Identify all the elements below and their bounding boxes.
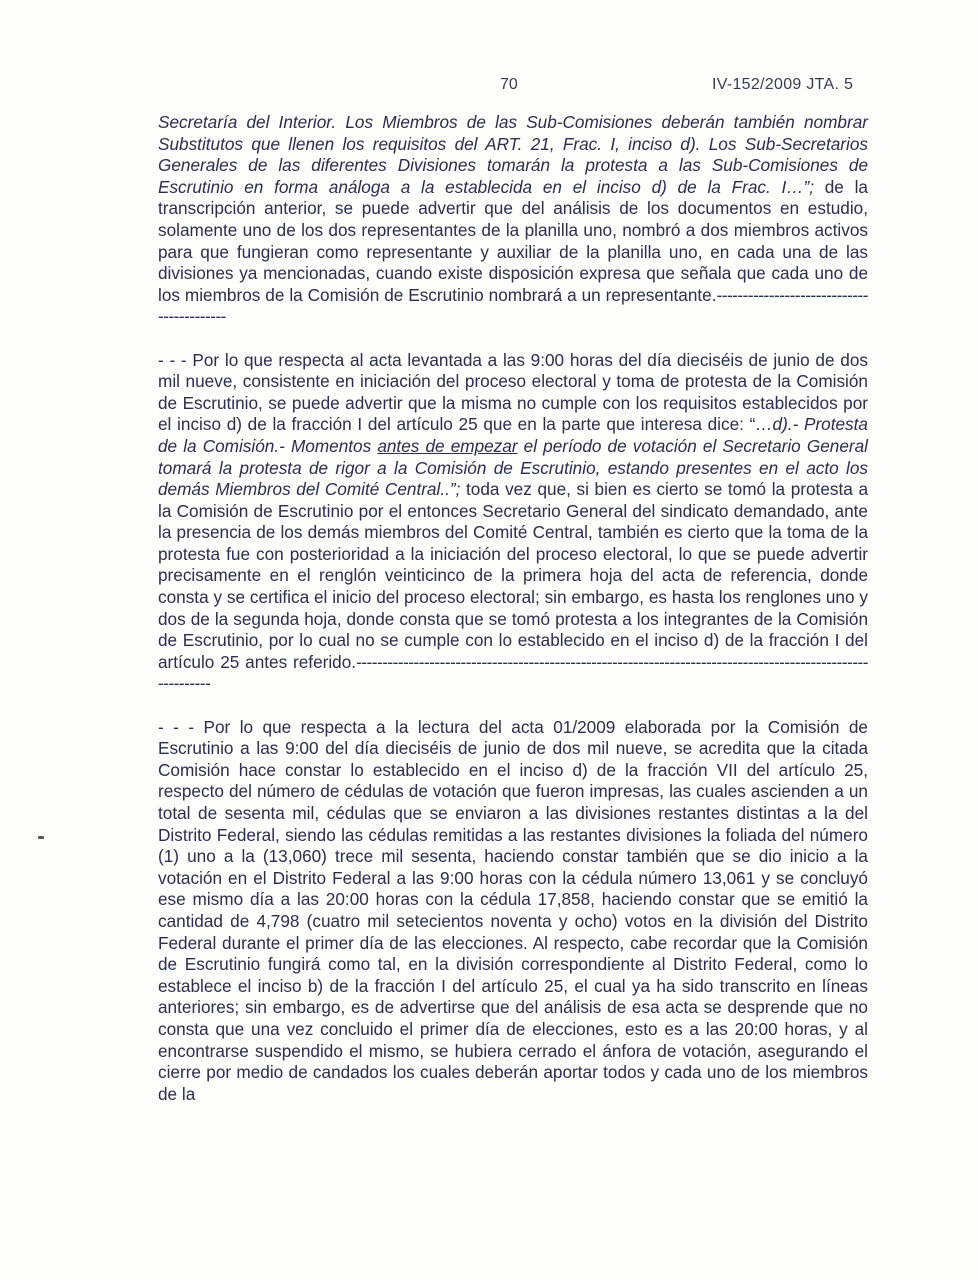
paragraph-text: Por lo que respecta a la lectura del acta 01/2009 elaborada por la Comisión de Escrutinio a las 9:00 del día dieciséis de junio de dos mil nueve, se acredita que la citada Comisión hace constar lo establecido en el inciso d) de la fracción VII del artículo 25, respecto del número de cédulas de votación que fueron impresas, las cuales ascienden a un total de sesenta mil, cédulas que se enviaron a las divisiones restantes distintas a la del Distrito Federal, siendo las cédulas remitidas a las restantes divisiones la foliada del número (1) uno a la (13,060) trece mil sesenta, haciendo constar también que se dio inicio a la votación en el Distrito Federal a las 9:00 horas con la cédula número 13,061 y se concluyó ese mismo día a las 20:00 horas con la cédula 17,858, haciendo constar que se emitió la cantidad de 4,798 (cuatro mil setecientos noventa y ocho) votos en la división del Distrito Federal durante el primer día de las elecciones. Al respecto, cabe recordar que la Comisión de Escrutinio fungirá como tal, en la división correspondiente al Distrito Federal, como lo establece el inciso b) de la fracción I del artículo 25, el cual ya ha sido transcrito en líneas anteriores; sin embargo, es de advertirse que del análisis de esa acta se desprende que no consta que una vez concluido el primer día de elecciones, esto es a las 20:00 horas, y al encontrarse suspendido el mismo, se hubiera cerrado el ánfora de votación, asegurando el cierre por medio de candados los cuales deberán aportar todos y cada uno de los miembros de la xyxy=(158,716,868,1104)
body-text xyxy=(158,112,868,1105)
paragraph-2 xyxy=(158,350,868,696)
filler-dashes: ------------------------------------------------------------------------------------------------------------ xyxy=(158,651,868,694)
page-number: 70 xyxy=(500,76,518,93)
paragraph-3 xyxy=(158,717,868,1106)
case-reference: IV-152/2009 JTA. 5 xyxy=(712,76,854,93)
paragraph-text: toda vez que, si bien es cierto se tomó la protesta a la Comisión de Escrutinio por el entonces Secretario General del sindicato demandado, ante la presencia de los demás miembros del Comité Central, también es cierto que la toma de la protesta fue con posterioridad a la iniciación del proceso electoral, lo que se puede advertir precisamente en el renglón veinticinco de la primera hoja del acta de referencia, donde consta y se certifica el inicio del proceso electoral; sin embargo, es hasta los renglones uno y dos de la segunda hoja, donde consta que se tomó protesta a los integrantes de la Comisión de Escrutinio, por lo cual no se cumple con lo establecido en el inciso d) de la fracción I del artículo 25 antes referido. xyxy=(158,479,869,672)
quoted-text: el período de votación el Secretario General tomará la protesta de rigor a la Comisión de Escrutinio, estando presentes en el acto los demás Miembros del Comité Central..”; xyxy=(158,435,868,500)
page-header xyxy=(0,76,978,96)
quoted-text: Secretaría del Interior. Los Miembros de las Sub-Comisiones deberán también nombrar Substitutos que llenen los requisitos del ART. 21, Frac. I, inciso d). Los Sub-Secretarios Generales de las diferentes Divisiones tomarán la protesta a las Sub-Comisiones de Escrutinio en forma análoga a la establecida en el inciso d) de la Frac. I…”; xyxy=(158,112,868,197)
paragraph-text: de la transcripción anterior, se puede advertir que del análisis de los documentos en estudio, solamente uno de los dos representantes de la planilla uno, nombró a dos miembros activos para que fungieran como representante y auxiliar de la planilla uno, en cada una de las divisiones ya mencionadas, cuando existe disposición expresa que señala que cada uno de los miembros de la Comisión de Escrutinio nombrará a un representante. xyxy=(158,176,868,305)
margin-mark xyxy=(38,836,44,839)
leading-dashes: - - - xyxy=(158,349,187,370)
leading-dashes: - - - xyxy=(158,716,195,737)
quoted-text: …d).- Protesta de la Comisión.- Momentos xyxy=(158,414,868,456)
quoted-text-underlined: antes de empezar xyxy=(377,435,518,456)
paragraph-1 xyxy=(158,112,868,328)
paragraph-text: Por lo que respecta al acta levantada a las 9:00 horas del día dieciséis de junio de dos mil nueve, consistente en iniciación del proceso electoral y toma de protesta de la Comisión de Escrutinio, se puede advertir que la misma no cumple con los requisitos establecidos por el inciso d) de la fracción I del artículo 25 que en la parte que interesa dice: “ xyxy=(158,349,868,435)
filler-dashes: ------------------------------------------ xyxy=(158,284,868,327)
